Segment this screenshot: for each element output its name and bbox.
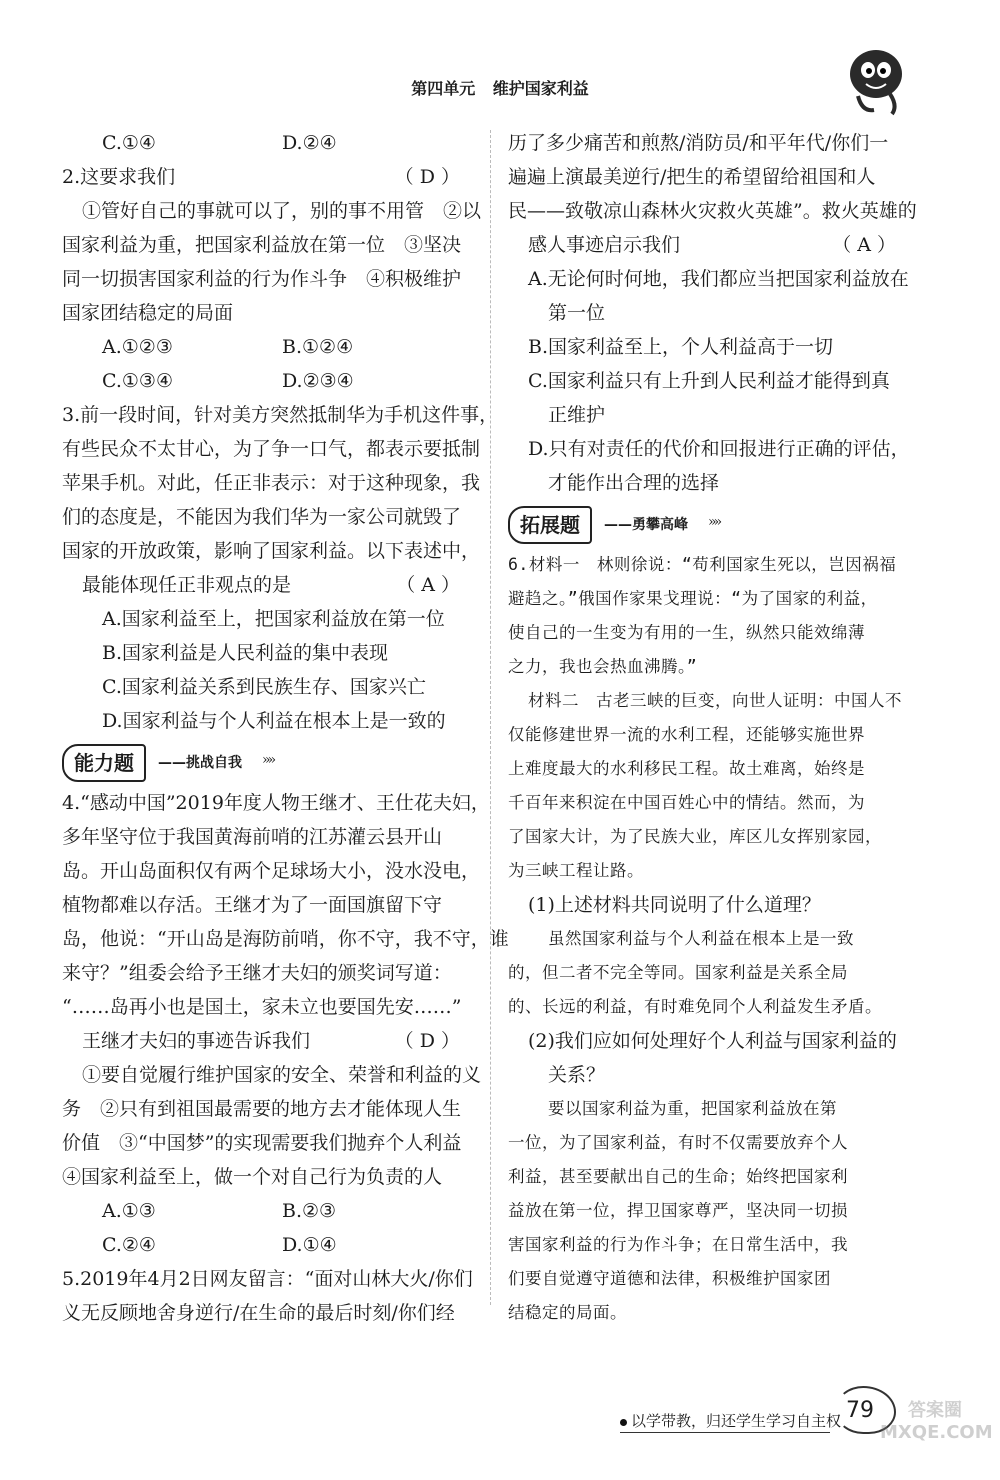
line-text: 3.前一段时间，针对美方突然抵制华为手机这件事， [62,404,499,426]
page-number: 79 [846,1398,874,1423]
line-text: 虽然国家利益与个人利益在根本上是一致 [548,929,854,948]
text-line [508,160,908,194]
line-text: 4.“感动中国”2019年度人物王继才、王仕花夫妇， [62,792,490,814]
line-text: ①管好自己的事就可以了，别的事不用管 ②以 [82,200,482,222]
text-line [62,704,472,738]
text-line [508,432,908,466]
line-text: 的、长远的利益，有时难免同个人利益发生矛盾。 [508,997,882,1016]
text-line [508,820,908,854]
line-text: 要以国家利益为重，把国家利益放在第 [548,1099,837,1118]
text-line [508,126,908,160]
line-text: 民——致敬凉山森林火灾救火英雄”。救火英雄的 [508,200,917,222]
line-text: 为三峡工程让路。 [508,861,644,880]
line-text: 使自己的一生变为有用的一生，纵然只能效绵薄 [508,623,865,642]
text-line [62,888,472,922]
option-left: C.②④ [102,1234,156,1256]
text-line [508,1092,908,1126]
line-text: A.无论何时何地，我们都应当把国家利益放在 [528,268,909,290]
line-text: 遍遍上演最美逆行/把生的希望留给祖国和人 [508,166,876,188]
text-line [508,922,908,956]
line-text: 正维护 [548,404,606,426]
line-text: 多年坚守位于我国黄海前哨的江苏灌云县开山 [62,826,443,848]
text-line [62,990,472,1024]
footer-slogan [620,1410,841,1431]
text-line [62,228,472,262]
line-text: 仅能修建世界一流的水利工程，还能够实施世界 [508,725,865,744]
line-text: 国家团结稳定的局面 [62,302,234,324]
answer-bracket: （ D ） [394,1030,460,1052]
text-line [62,1228,472,1262]
text-line [62,160,472,194]
text-line [508,616,908,650]
section-title: 能力题 [62,744,146,782]
option-left: C.①④ [102,132,156,154]
text-line [508,990,908,1024]
text-line [62,262,472,296]
line-text: 2.这要求我们 [62,166,176,188]
line-text: (1)上述材料共同说明了什么道理？ [528,894,821,916]
text-line [508,786,908,820]
text-line [62,500,472,534]
text-line [508,1228,908,1262]
text-line [508,956,908,990]
line-text: 同一切损害国家利益的行为作斗争 ④积极维护 [62,268,462,290]
text-line [62,1024,472,1058]
section-arrows-icon: »» [708,514,720,530]
line-text: D.国家利益与个人利益在根本上是一致的 [102,710,446,732]
line-text: 5.2019年4月2日网友留言：“面对山林大火/你们 [62,1268,473,1290]
text-line [508,1194,908,1228]
option-left: A.①②③ [102,336,173,358]
text-line [508,684,908,718]
text-line [62,1296,472,1330]
text-line [62,786,490,820]
text-line [62,1092,472,1126]
text-line [508,364,908,398]
line-text: 6.材料一 林则徐说：“苟利国家生死以，岂因祸福 [508,555,897,574]
text-line [508,718,908,752]
text-line [62,636,472,670]
text-line [62,1160,472,1194]
unit-title: 维护国家利益 [492,79,589,98]
text-line [508,194,917,228]
option-right: B.②③ [282,1200,337,1222]
text-line [62,1262,472,1296]
text-line [508,548,908,582]
line-text: 千百年来积淀在中国百姓心中的情结。然而，为 [508,793,865,812]
text-line [62,296,472,330]
line-text: 一位，为了国家利益，有时不仅需要放弃个人 [508,1133,848,1152]
text-line [62,1058,482,1092]
text-line [508,1058,908,1092]
text-line [62,534,481,568]
column-divider [490,130,491,1305]
section-heading [508,504,908,544]
text-line [508,854,908,888]
line-text: 国家利益为重，把国家利益放在第一位 ③坚决 [62,234,462,256]
line-text: (2)我们应如何处理好个人利益与国家利益的 [528,1030,897,1052]
watermark-line1: 答案圈 [908,1400,962,1421]
line-text: 历了多少痛苦和煎熬/消防员/和平年代/你们一 [508,132,889,154]
text-line [508,466,908,500]
bullet-icon [620,1419,627,1426]
text-line [508,1262,908,1296]
line-text: 才能作出合理的选择 [548,472,720,494]
text-line [62,568,472,602]
line-text: 植物都难以存活。王继才为了一面国旗留下守 [62,894,443,916]
line-text: 关系？ [548,1064,606,1086]
mascot-icon [838,40,918,120]
answer-bracket: （ A ） [396,574,460,596]
line-text: 利益，甚至要献出自己的生命；始终把国家利 [508,1167,848,1186]
line-text: 益放在第一位，捍卫国家尊严，坚决同一切损 [508,1201,848,1220]
line-text: 的，但二者不完全等同。国家利益是关系全局 [508,963,848,982]
line-text: 避趋之。”俄国作家果戈理说：“为了国家的利益， [508,589,878,608]
text-line [62,126,472,160]
text-line [62,1194,472,1228]
text-line [508,398,908,432]
text-line [508,582,908,616]
line-text: 最能体现任正非观点的是 [82,574,292,596]
text-line [62,466,481,500]
watermark [880,1400,993,1470]
text-line [508,1126,908,1160]
line-text: 害国家利益的行为作斗争；在日常生活中，我 [508,1235,848,1254]
line-text: 们要自觉遵守道德和法律，积极维护国家团 [508,1269,831,1288]
section-title: 拓展题 [508,506,592,544]
text-line [508,1160,908,1194]
option-right: B.①②④ [282,336,354,358]
text-line [508,330,908,364]
line-text: 价值 ③“中国梦”的实现需要我们抛弃个人利益 [62,1132,462,1154]
text-line [62,398,499,432]
line-text: 务 ②只有到祖国最需要的地方去才能体现人生 [62,1098,462,1120]
line-text: ④国家利益至上，做一个对自己行为负责的人 [62,1166,443,1188]
text-line [62,670,472,704]
option-right: D.②④ [282,132,337,154]
text-line [62,330,472,364]
line-text: 材料二 古老三峡的巨变，向世人证明：中国人不 [528,691,902,710]
line-text: C.国家利益只有上升到人民利益才能得到真 [528,370,890,392]
line-text: “……岛再小也是国土，家未立也要国先安……” [62,996,462,1018]
unit-label: 第四单元 [411,79,476,98]
line-text: 国家的开放政策，影响了国家利益。以下表述中， [62,540,481,562]
line-text: 了国家大计，为了民族大业，库区儿女挥别家园， [508,827,882,846]
line-text: 感人事迹启示我们 [528,234,681,256]
section-arrows-icon: »» [262,752,274,768]
line-text: 来守？”组委会给予王继才夫妇的颁奖词写道： [62,962,452,984]
text-line [62,854,481,888]
line-text: 之力，我也会热血沸腾。” [508,657,698,676]
answer-bracket: （ D ） [394,166,460,188]
line-text: 上难度最大的水利移民工程。故土难离，始终是 [508,759,865,778]
text-line [62,1126,472,1160]
text-line [62,820,472,854]
line-text: B.国家利益至上，个人利益高于一切 [528,336,834,358]
text-line [62,602,472,636]
right-column [508,126,917,1330]
line-text: 岛，他说：“开山岛是海防前哨，你不守，我不守，谁 [62,928,509,950]
text-line [62,194,482,228]
line-text: 们的态度是，不能因为我们华为一家公司就毁了 [62,506,462,528]
line-text: 第一位 [548,302,606,324]
text-line [508,228,908,262]
text-line [62,922,509,956]
text-line [508,296,908,330]
text-line [508,1024,908,1058]
line-text: ①要自觉履行维护国家的安全、荣誉和利益的义 [82,1064,482,1086]
option-right: D.②③④ [282,370,354,392]
text-line [508,752,908,786]
line-text: D.只有对责任的代价和回报进行正确的评估， [528,438,910,460]
line-text: C.国家利益关系到民族生存、国家兴亡 [102,676,426,698]
line-text: 有些民众不太甘心，为了争一口气，都表示要抵制 [62,438,481,460]
slogan-text: 以学带教，归还学生学习自主权 [631,1412,842,1430]
option-left: C.①③④ [102,370,173,392]
line-text: 王继才夫妇的事迹告诉我们 [82,1030,311,1052]
option-right: D.①④ [282,1234,337,1256]
text-line [62,956,472,990]
line-text: 苹果手机。对此，任正非表示：对于这种现象，我 [62,472,481,494]
section-heading [62,742,472,782]
section-subtitle: ——勇攀高峰 [604,517,688,533]
text-line [508,650,908,684]
option-left: A.①③ [102,1200,156,1222]
text-line [508,888,908,922]
watermark-line2: MXQE.COM [880,1422,993,1443]
footer-rule [620,1432,830,1433]
text-line [508,262,908,296]
section-subtitle: ——挑战自我 [158,755,242,771]
left-column [62,126,509,1330]
line-text: A.国家利益至上，把国家利益放在第一位 [102,608,445,630]
text-line [508,1296,908,1330]
text-line [62,364,472,398]
line-text: B.国家利益是人民利益的集中表现 [102,642,389,664]
line-text: 岛。开山岛面积仅有两个足球场大小，没水没电， [62,860,481,882]
line-text: 义无反顾地舍身逆行/在生命的最后时刻/你们经 [62,1302,455,1324]
text-line [62,432,481,466]
answer-bracket: （ A ） [832,234,896,256]
line-text: 结稳定的局面。 [508,1303,627,1322]
